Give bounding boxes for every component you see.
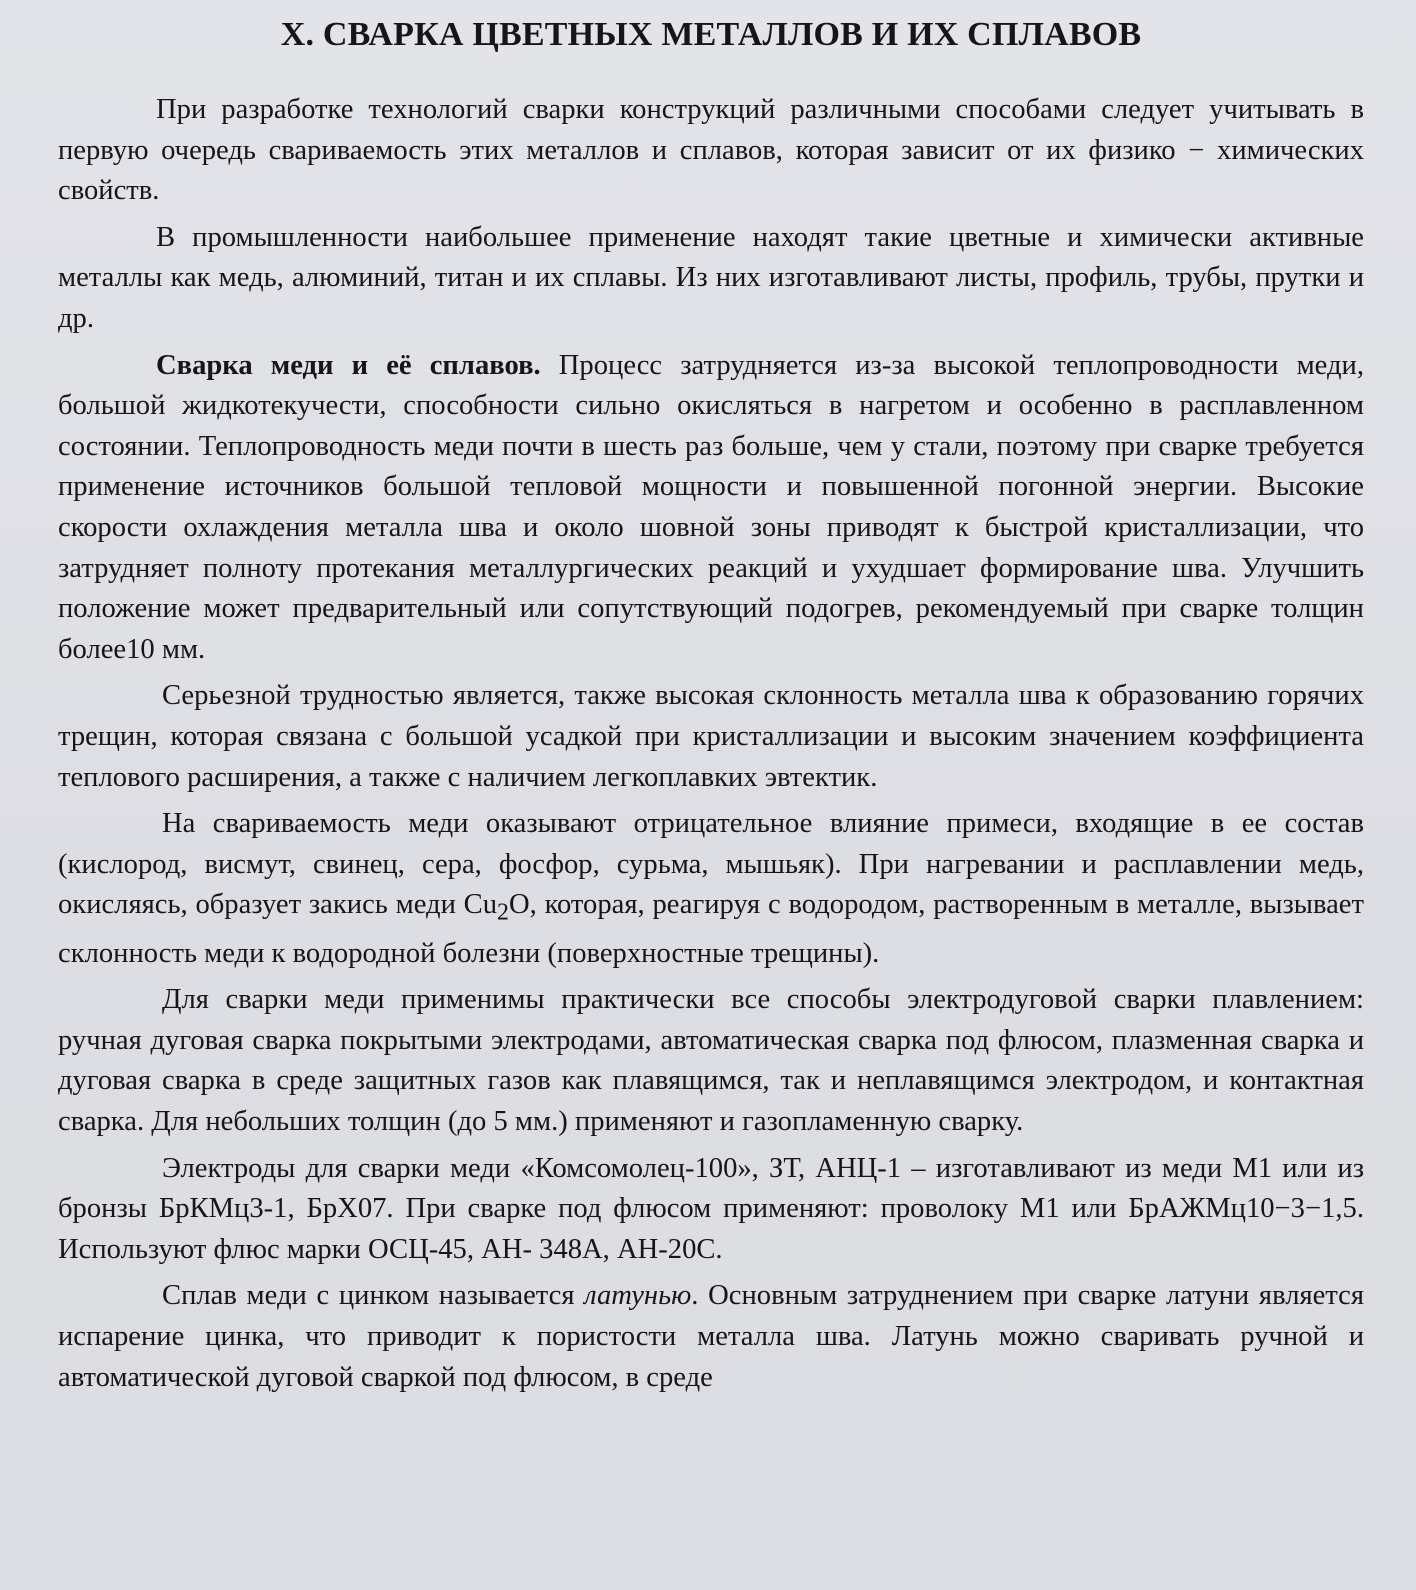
paragraph-5-part-1: На свариваемость меди оказывают отрицательное влияние примеси, входящие в ее состав (кислород, висмут, свинец, сера, фосфор, сурьма, мышьяк). При нагревании и расплавлении медь, окисляясь, образует закись меди Cu: [58, 808, 1364, 921]
paragraph-8-part-1: Сплав меди с цинком называется: [162, 1280, 585, 1312]
section-lead-heading: Сварка меди и её сплавов.: [156, 349, 541, 381]
paragraph-8: [58, 1276, 1364, 1398]
paragraph-1: При разработке технологий сварки конструкций различными способами следует учитывать в первую очередь свариваемость этих металлов и сплавов, которая зависит от их физико − химических свойств.: [58, 94, 1364, 207]
page-title: X. СВАРКА ЦВЕТНЫХ МЕТАЛЛОВ И ИХ СПЛАВОВ: [280, 16, 1142, 53]
paragraph-2: В промышленности наибольшее применение находят такие цветные и химически активные металлы как медь, алюминий, титан и их сплавы. Из них изготавливают листы, профиль, трубы, прутки и др.: [58, 221, 1364, 334]
paragraph-5: [58, 804, 1364, 974]
paragraph-5-part-2: O, которая, реагируя с водородом, растворенным в металле, вызывает склонность меди к водородной болезни (поверхностные трещины).: [58, 889, 1364, 969]
paragraph-7: Электроды для сварки меди «Комсомолец-100», ЗТ, АНЦ-1 – изготавливают из меди М1 или из бронзы БрКМц3-1, БрХ07. При сварке под флюсом применяют: проволоку М1 или БрАЖМц10−3−1,5. Используют флюс марки ОСЦ-45, АН- 348А, АН-20С.: [58, 1152, 1364, 1265]
paragraph-4: Серьезной трудностью является, также высокая склонность металла шва к образованию горячих трещин, которая связана с большой усадкой при кристаллизации и высоким значением коэффициента теплового расширения, а также с наличием легкоплавких эвтектик.: [58, 680, 1364, 793]
emphasized-term: латунью: [584, 1280, 692, 1312]
paragraph-3: [58, 346, 1364, 671]
paragraph-6: Для сварки меди применимы практически все способы электродуговой сварки плавлением: ручная дуговая сварка покрытыми электродами, автоматическая сварка под флюсом, плазменная сварка и дуговая сварка в среде защитных газов как плавящимся, так и неплавящимся электродом, и контактная сварка. Для небольших толщин (до 5 мм.) применяют и газопламенную сварку.: [58, 984, 1364, 1137]
chemical-subscript: 2: [497, 900, 509, 926]
paragraph-8-part-2: . Основным затруднением при сварке латуни является испарение цинка, что приводит к пористости металла шва. Латунь можно сваривать ручной и автоматической дуговой сваркой под флюсом, в среде: [58, 1280, 1364, 1393]
paragraph-3-body: Процесс затрудняется из-за высокой теплопроводности меди, большой жидкотекучести, способности сильно окисляться в нагретом и особенно в расплавленном состоянии. Теплопроводность меди почти в шесть раз больше, чем у стали, поэтому при сварке требуется применение источников большой тепловой мощности и повышенной погонной энергии. Высокие скорости охлаждения металла шва и около шовной зоны приводят к быстрой кристаллизации, что затрудняет полноту протекания металлургических реакций и ухудшает формирование шва. Улучшить положение может предварительный или сопутствующий подогрев, рекомендуемый при сварке толщин более10 мм.: [58, 349, 1364, 665]
